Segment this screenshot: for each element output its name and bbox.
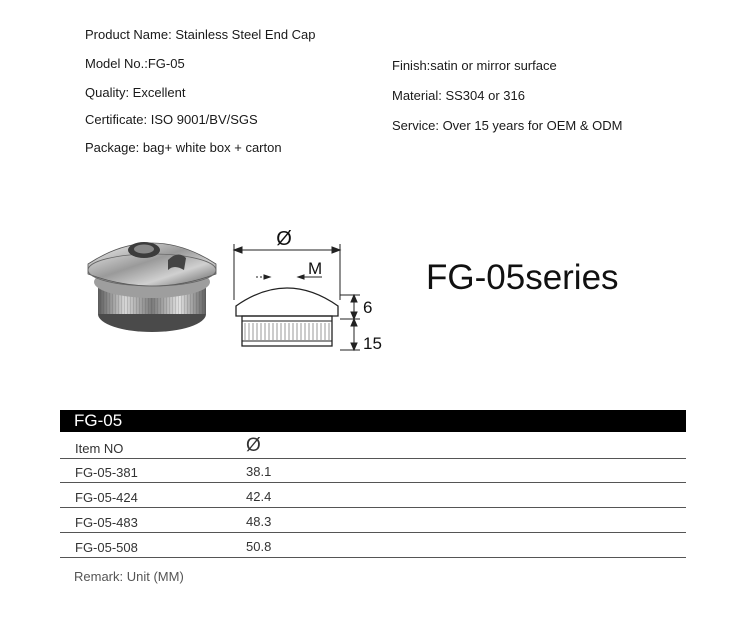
drawing-m-label: M <box>308 259 323 278</box>
table-row <box>60 483 686 508</box>
cell-diameter: 38.1 <box>246 464 272 479</box>
table-header-row <box>60 434 686 459</box>
spec-finish: Finish:satin or mirror surface <box>392 58 557 73</box>
remark: Remark: Unit (MM) <box>74 569 184 584</box>
table-title: FG-05 <box>74 411 123 430</box>
spec-model-no: Model No.:FG-05 <box>85 56 185 71</box>
table-row <box>60 458 686 483</box>
table-row <box>60 508 686 533</box>
spec-service: Service: Over 15 years for OEM & ODM <box>392 118 623 133</box>
table-row <box>60 533 686 558</box>
cell-diameter: 50.8 <box>246 539 272 554</box>
header-item-no: Item NO <box>75 441 124 456</box>
drawing-dim-6: 6 <box>363 298 373 317</box>
cell-item-no: FG-05-381 <box>75 465 138 480</box>
cell-item-no: FG-05-483 <box>75 515 138 530</box>
header-diameter: Ø <box>246 435 261 456</box>
cell-diameter: 42.4 <box>246 489 272 504</box>
spec-quality: Quality: Excellent <box>85 85 186 100</box>
spec-product-name: Product Name: Stainless Steel End Cap <box>85 27 316 42</box>
spec-package: Package: bag+ white box + carton <box>85 140 282 155</box>
product-photo <box>82 230 222 342</box>
cell-diameter: 48.3 <box>246 514 272 529</box>
drawing-diameter-label: Ø <box>276 228 292 250</box>
drawing-dim-15: 15 <box>363 334 382 353</box>
series-title: FG-05series <box>426 258 619 297</box>
technical-drawing <box>212 222 392 362</box>
spec-material: Material: SS304 or 316 <box>392 88 525 103</box>
table-title-bar <box>60 410 686 432</box>
spec-certificate: Certificate: ISO 9001/BV/SGS <box>85 112 258 127</box>
cell-item-no: FG-05-424 <box>75 490 138 505</box>
cell-item-no: FG-05-508 <box>75 540 138 555</box>
